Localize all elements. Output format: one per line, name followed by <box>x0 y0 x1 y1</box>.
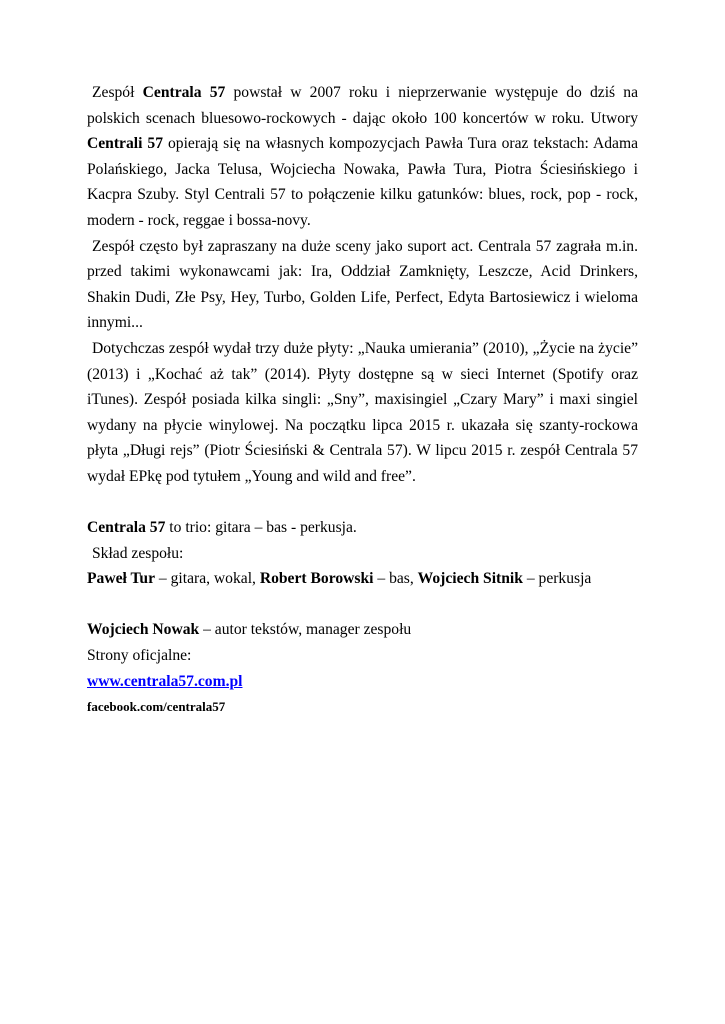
member-name-drums: Wojciech Sitnik <box>417 570 523 588</box>
discography-paragraph: Dotychczas zespół wydał trzy duże płyty: „Nauka umierania” (2010), „Życie na życie” (2013) i „Kochać aż tak” (2014). Płyty dostępne są w sieci Internet (Spotify oraz iTunes). Zespół posiada kilka singli: „Sny”, maxisingiel „Czary Mary” i maxi singiel wydany na płycie winylowej. Na początku lipca 2015 r. ukazała się szanty-rockowa płyta „Długi rejs” (Piotr Ściesiński & Centrala 57). W lipcu 2015 r. zespół Centrala 57 wydał EPkę pod tytułem „Young and wild and free”. <box>87 339 638 485</box>
intro-text-end: opierają się na własnych kompozycjach Pawła Tura oraz tekstach: Adama Polańskiego, Jacka Telusa, Wojciecha Nowaka, Pawła Tura, Piotra Ściesińskiego i Kacpra Szuby. Styl Centrali 57 to połączenie kilku gatunków: blues, rock, pop - rock, modern - rock, reggae i bossa-novy. <box>87 135 638 229</box>
intro-text-start: Zespół <box>92 84 143 101</box>
band-name-bold-genitive: Centrali 57 <box>87 135 164 153</box>
spacer <box>87 490 638 516</box>
manager-line <box>87 617 638 643</box>
facebook-line: facebook.com/centrala57 <box>87 699 226 715</box>
member-role-bass: – bas, <box>373 570 418 588</box>
document-body <box>87 80 638 720</box>
lineup-heading: Skład zespołu: <box>92 544 184 562</box>
member-role-drums: – perkusja <box>522 570 592 588</box>
trio-description: to trio: gitara – bas - perkusja. <box>165 519 357 537</box>
official-sites-heading: Strony oficjalne: <box>87 647 192 665</box>
support-act-paragraph: Zespół często był zapraszany na duże sceny jako suport act. Centrala 57 zagrała m.in. przed takimi wykonawcami jak: Ira, Oddział Zamknięty, Leszcze, Acid Drinkers, Shakin Dudi, Złe Psy, Hey, Turbo, Golden Life, Perfect, Edyta Bartosiewicz i wieloma innymi... <box>87 237 638 332</box>
spacer <box>87 592 638 618</box>
member-name-bass: Robert Borowski <box>259 570 374 588</box>
band-name-bold: Centrala 57 <box>142 84 226 101</box>
trio-band-name: Centrala 57 <box>87 519 166 537</box>
manager-role: – autor tekstów, manager zespołu <box>199 621 412 639</box>
member-name-guitar: Paweł Tur <box>87 570 156 588</box>
website-link[interactable]: www.centrala57.com.pl <box>87 672 243 690</box>
intro-text-middle: powstał w 2007 roku i nieprzerwanie występuje do dziś na polskich scenach bluesowo-rockowych - dając około 100 koncertów w roku. Utwory <box>87 84 639 127</box>
trio-line <box>87 515 638 541</box>
member-role-guitar: – gitara, wokal, <box>155 570 260 588</box>
members-line <box>87 566 638 592</box>
manager-name: Wojciech Nowak <box>87 621 200 639</box>
intro-paragraph <box>87 80 638 234</box>
website-line <box>87 669 638 695</box>
